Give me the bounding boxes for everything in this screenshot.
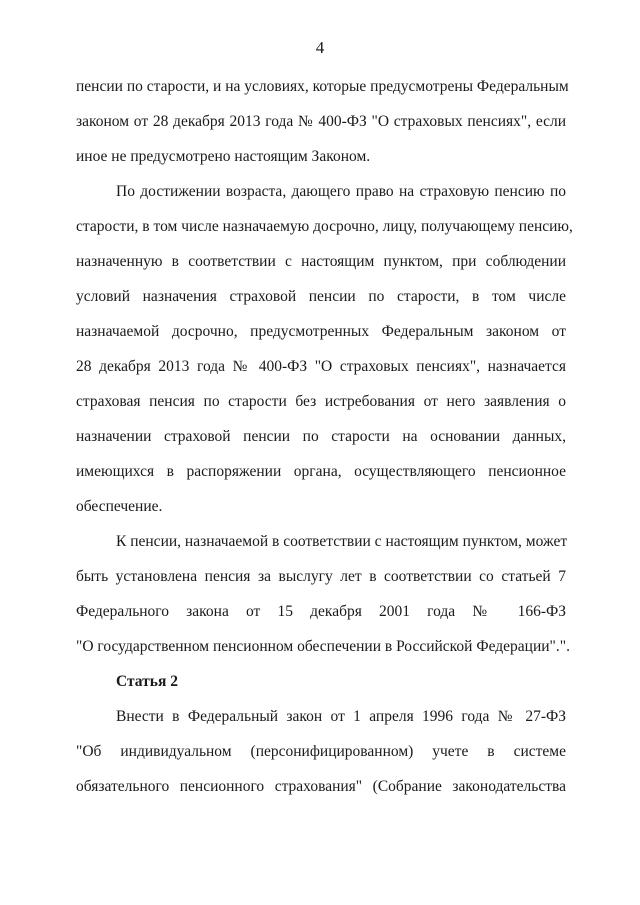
text-line: назначаемой досрочно, предусмотренных Федеральным законом от: [76, 323, 566, 340]
text-line: условий назначения страховой пенсии по старости, в том числе: [76, 288, 566, 305]
text-line: обязательного пенсионного страхования" (Собрание законодательства: [76, 778, 566, 795]
text-line: имеющихся в распоряжении органа, осуществляющего пенсионное: [76, 463, 566, 480]
text-line: Внести в Федеральный закон от 1 апреля 1996 года № 27-ФЗ: [116, 708, 566, 725]
text-line: пенсии по старости, и на условиях, которые предусмотрены Федеральным: [76, 78, 569, 95]
text-line: иное не предусмотрено настоящим Законом.: [76, 148, 371, 165]
text-line: назначении страховой пенсии по старости на основании данных,: [76, 428, 566, 445]
page-number: 4: [315, 38, 325, 57]
text-line: По достижении возраста, дающего право на страховую пенсию по: [116, 183, 566, 200]
text-line: назначенную в соответствии с настоящим пунктом, при соблюдении: [76, 253, 566, 270]
text-line: 28 декабря 2013 года № 400-ФЗ "О страховых пенсиях", назначается: [76, 358, 566, 375]
text-line: К пенсии, назначаемой в соответствии с настоящим пунктом, может: [116, 533, 568, 550]
article-heading: Статья 2: [116, 673, 178, 690]
text-line: обеспечение.: [76, 498, 163, 515]
text-line: Федерального закона от 15 декабря 2001 года № 166-ФЗ: [76, 603, 566, 620]
text-line: страховая пенсия по старости без истребования от него заявления о: [76, 393, 566, 410]
text-line: законом от 28 декабря 2013 года № 400-ФЗ "О страховых пенсиях", если: [76, 113, 566, 130]
text-line: "Об индивидуальном (персонифицированном) учете в системе: [76, 743, 566, 760]
text-line: "О государственном пенсионном обеспечении в Российской Федерации".".: [76, 638, 570, 655]
text-line: быть установлена пенсия за выслугу лет в соответствии со статьей 7: [76, 568, 566, 585]
text-line: старости, в том числе назначаемую досрочно, лицу, получающему пенсию,: [76, 218, 573, 235]
